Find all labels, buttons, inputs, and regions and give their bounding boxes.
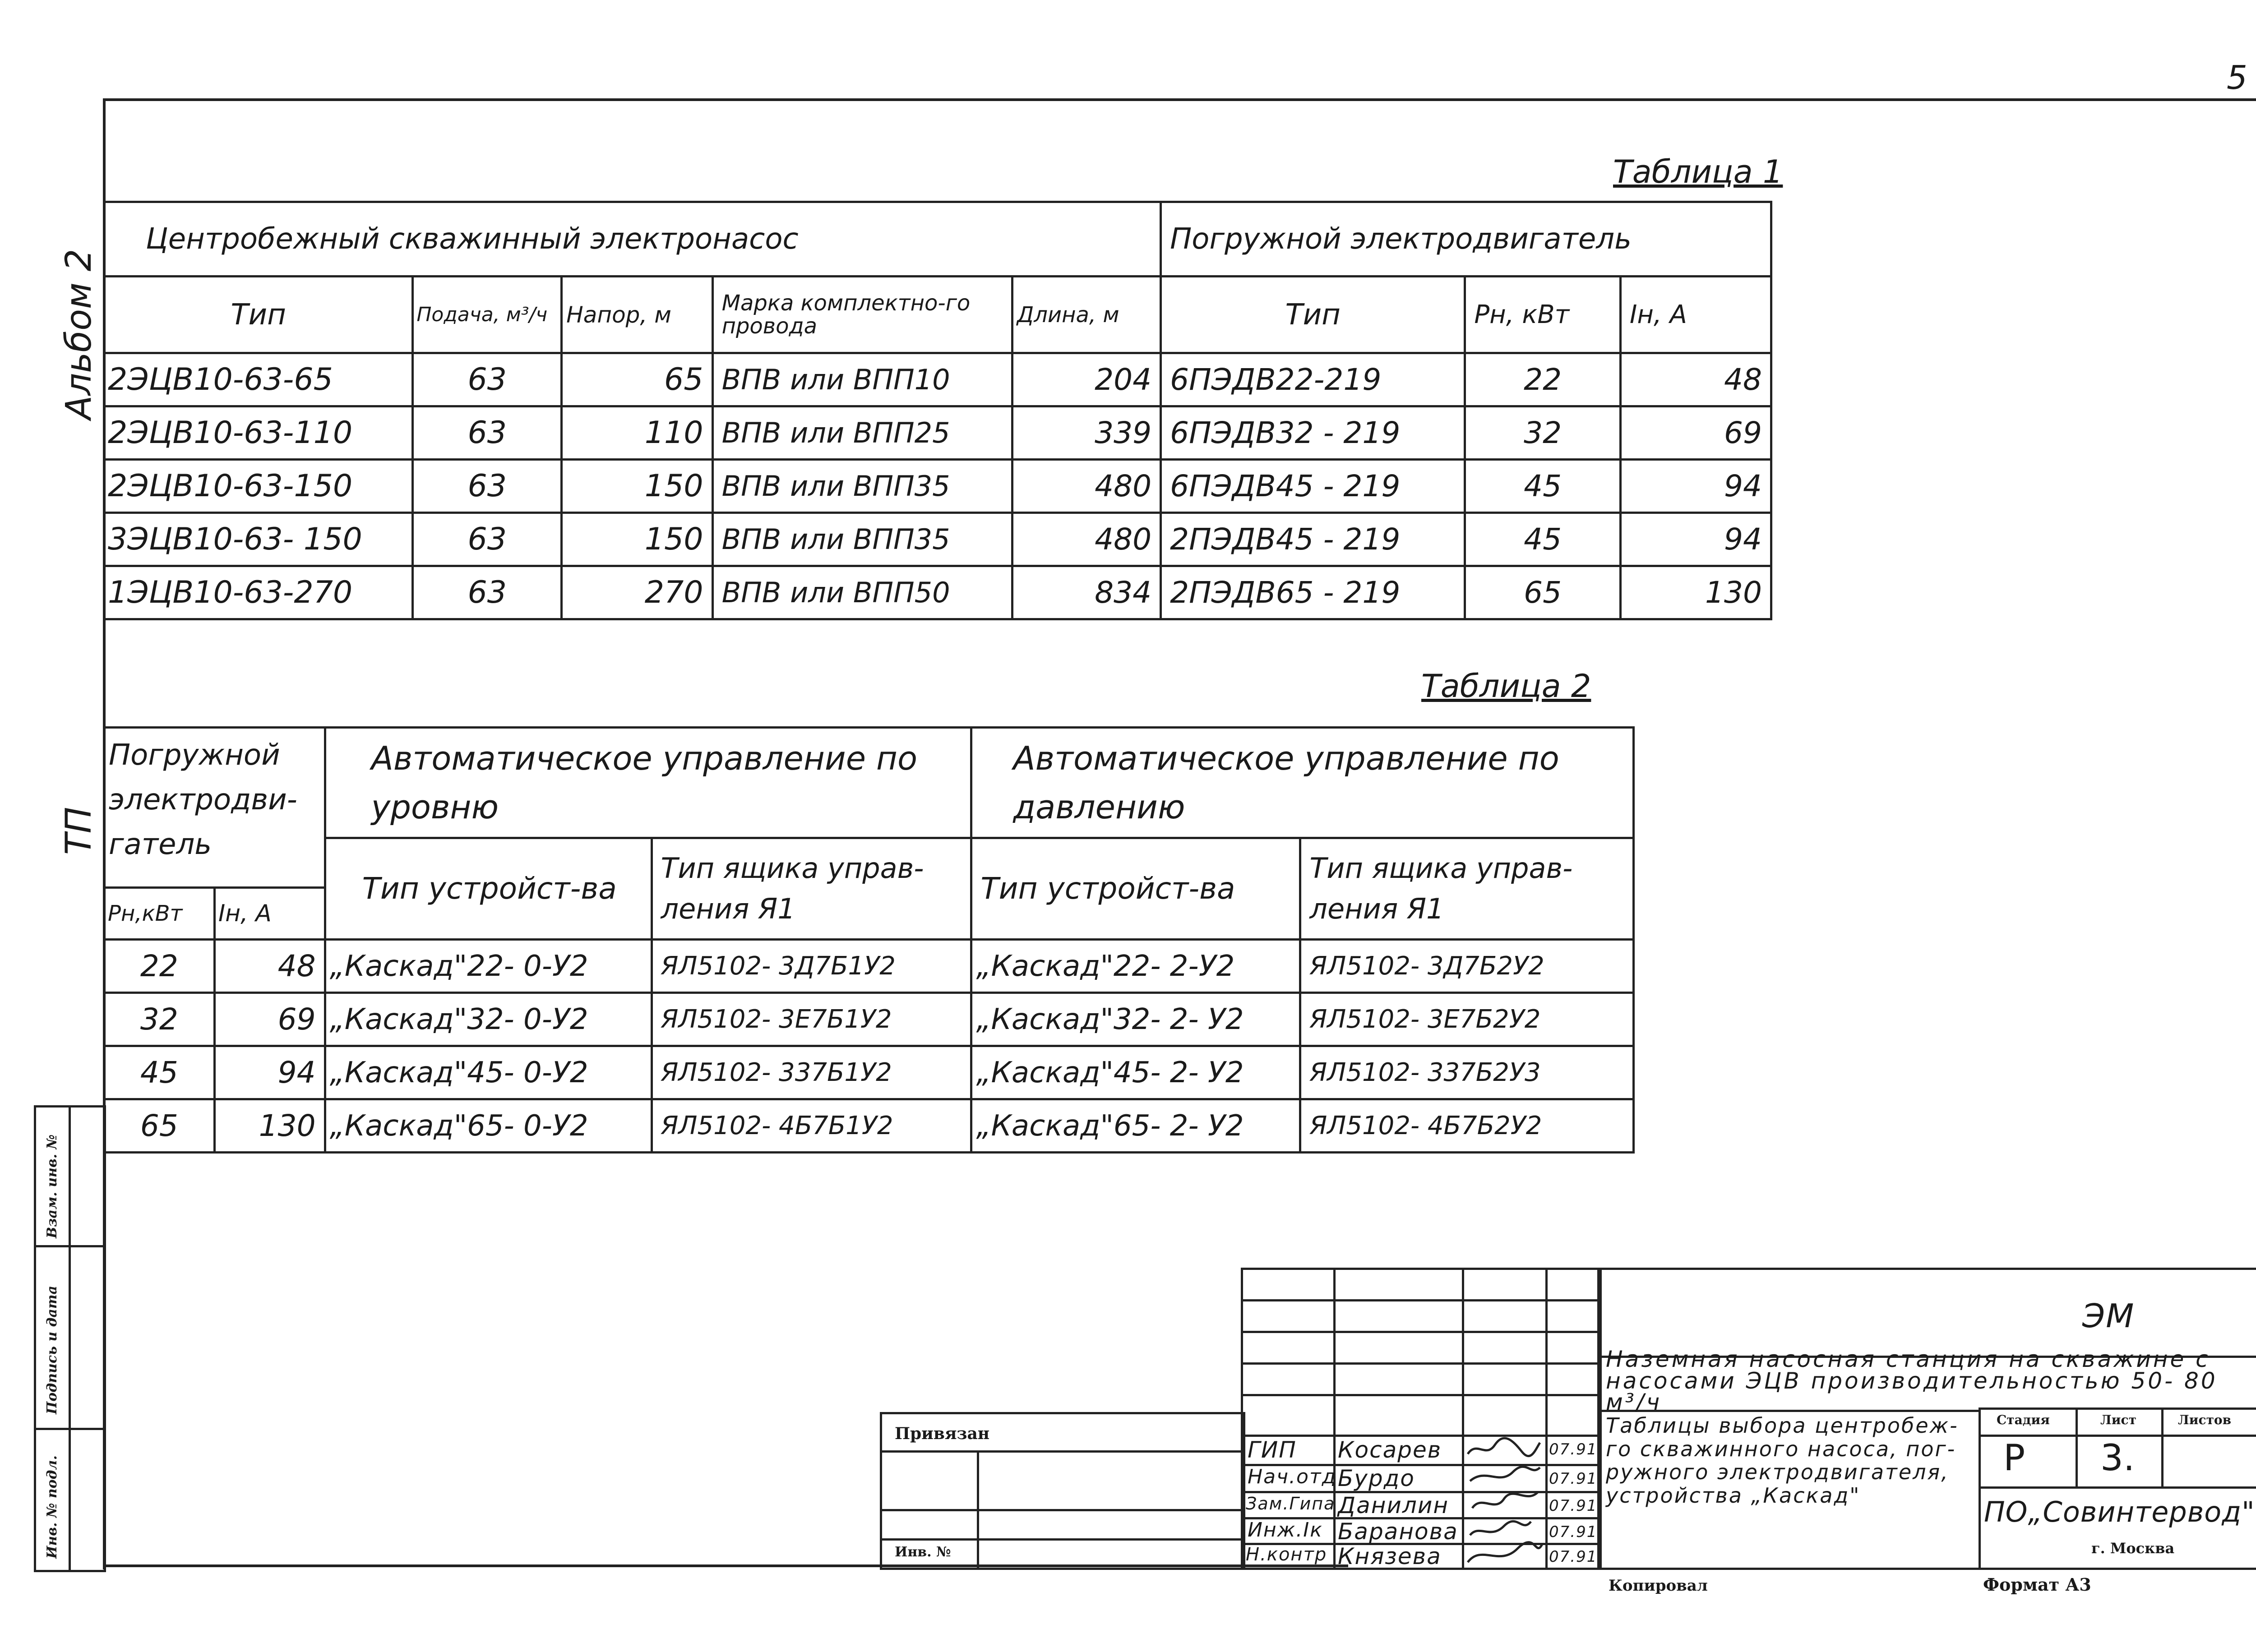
sheet-value: 3. (2100, 1437, 2135, 1479)
signature-scribbles-icon (1463, 1436, 1544, 1567)
table2-header-device-level: Тип устройст-ва (325, 838, 652, 940)
table2-header-box-pressure: Тип ящика управ-ления Я1 (1300, 838, 1634, 940)
signer-role: ГИП (1248, 1437, 1297, 1463)
table1-group-pump: Центробежный скважинный электронасос (104, 202, 1161, 277)
signer-role: Зам.Гипа (1246, 1494, 1336, 1514)
stage-value: Р (2003, 1437, 2025, 1479)
tp-label: ТП (59, 807, 99, 855)
signer-name: Данилин (1338, 1492, 1449, 1518)
table2-header-device-pressure: Тип устройст-ва (971, 838, 1300, 940)
table1-header-cable: Марка комплектно-го провода (712, 277, 1012, 353)
inv-podl-label: Инв. № подл. (44, 1455, 60, 1559)
table2-header-motor: Погружной электродви-гатель (104, 728, 325, 888)
project-title: Наземная насосная станция на скважине с насосами ЭЦВ производительностью 50- 80 м³/ч (1606, 1346, 2218, 1415)
table2-caption: Таблица 2 (1421, 668, 1591, 705)
signer-date: 07.91 (1549, 1548, 1598, 1566)
table-row: 45 94 „Каскад"45- 0-У2 ЯЛ5102- 337Б1У2 „Каскад"45- 2- У2 ЯЛ5102- 337Б2У3 (104, 1046, 1634, 1099)
album-label: Альбом 2 (59, 249, 99, 420)
sheet-label: Лист (2100, 1412, 2136, 1427)
replacement-inv-label: Взам. инв. № (44, 1134, 60, 1238)
signer-role: Н.контр (1246, 1544, 1327, 1565)
stage-label: Стадия (1997, 1412, 2050, 1427)
sheet-title: Таблицы выбора центробеж-го скважинного насоса, пог-ружного электродвигателя, устройства „Каскад" (1606, 1413, 1959, 1508)
table-row: 2ЭЦВ10-63-65 63 65 ВПВ или ВПП10 204 6ПЭДВ22-219 22 48 (104, 353, 1771, 406)
table-row: 22 48 „Каскад"22- 0-У2 ЯЛ5102- 3Д7Б1У2 „Каскад"22- 2-У2 ЯЛ5102- 3Д7Б2У2 (104, 940, 1634, 993)
signature-date-label: Подпись и дата (44, 1285, 60, 1414)
signature-grid (1241, 1268, 1602, 1570)
table1-header-motor-type: Тип (1161, 277, 1465, 353)
table2-header-pn: Рн,кВт (104, 888, 215, 940)
signer-name: Баранова (1338, 1518, 1458, 1545)
table2-header-box-level: Тип ящика управ-ления Я1 (652, 838, 971, 940)
signer-date: 07.91 (1549, 1523, 1598, 1541)
table1-caption: Таблица 1 (1613, 153, 1783, 190)
signer-role: Инж.Iк (1248, 1518, 1323, 1541)
format-label: Формат А3 (1983, 1574, 2091, 1595)
organization: ПО„Совинтервод" (1984, 1495, 2255, 1528)
signer-name: Князева (1338, 1543, 1442, 1569)
signer-date: 07.91 (1549, 1440, 1598, 1458)
copied-label: Копировал (1609, 1577, 1708, 1595)
signer-name: Бурдо (1338, 1465, 1415, 1491)
table-row: 2ЭЦВ10-63-110 63 110 ВПВ или ВПП25 339 6ПЭДВ32 - 219 32 69 (104, 406, 1771, 460)
table1-header-flow: Подача, м³/ч (413, 277, 562, 353)
city: г. Москва (2091, 1540, 2175, 1557)
table2-header-in: Iн, А (214, 888, 325, 940)
table-row: 3ЭЦВ10-63- 150 63 150 ВПВ или ВПП35 480 2ПЭДВ45 - 219 45 94 (104, 513, 1771, 566)
signer-name: Косарев (1338, 1437, 1442, 1463)
table2 (103, 726, 1635, 1154)
table2-header-level: Автоматическое управление по уровню (325, 728, 971, 838)
inv-number-label: Инв. № (895, 1544, 951, 1560)
table-row: 2ЭЦВ10-63-150 63 150 ВПВ или ВПП35 480 6ПЭДВ45 - 219 45 94 (104, 460, 1771, 513)
table1-header-length: Длина, м (1012, 277, 1160, 353)
table1-header-power: Рн, кВт (1465, 277, 1620, 353)
signer-date: 07.91 (1549, 1497, 1598, 1515)
table1 (103, 201, 1772, 620)
signer-role: Нач.отд (1248, 1465, 1337, 1488)
table-row: 1ЭЦВ10-63-270 63 270 ВПВ или ВПП50 834 2ПЭДВ65 - 219 65 130 (104, 566, 1771, 619)
binding-label: Привязан (895, 1424, 990, 1443)
table-row: 32 69 „Каскад"32- 0-У2 ЯЛ5102- 3Е7Б1У2 „Каскад"32- 2- У2 ЯЛ5102- 3Е7Б2У2 (104, 993, 1634, 1046)
table1-header-current: Iн, А (1620, 277, 1771, 353)
table2-header-pressure: Автоматическое управление по давлению (971, 728, 1634, 838)
left-strip (34, 1105, 106, 1572)
sheets-label: Листов (2178, 1412, 2232, 1427)
doc-code: ЭМ (2082, 1297, 2135, 1335)
binding-block (880, 1412, 1245, 1570)
signer-date: 07.91 (1549, 1470, 1598, 1488)
table1-header-type: Тип (104, 277, 413, 353)
table-row: 65 130 „Каскад"65- 0-У2 ЯЛ5102- 4Б7Б1У2 „Каскад"65- 2- У2 ЯЛ5102- 4Б7Б2У2 (104, 1099, 1634, 1153)
table1-header-head: Напор, м (562, 277, 712, 353)
title-block-main (1597, 1268, 2256, 1570)
table1-group-motor: Погружной электродвигатель (1161, 202, 1771, 277)
page-number: 5 (2227, 59, 2248, 97)
